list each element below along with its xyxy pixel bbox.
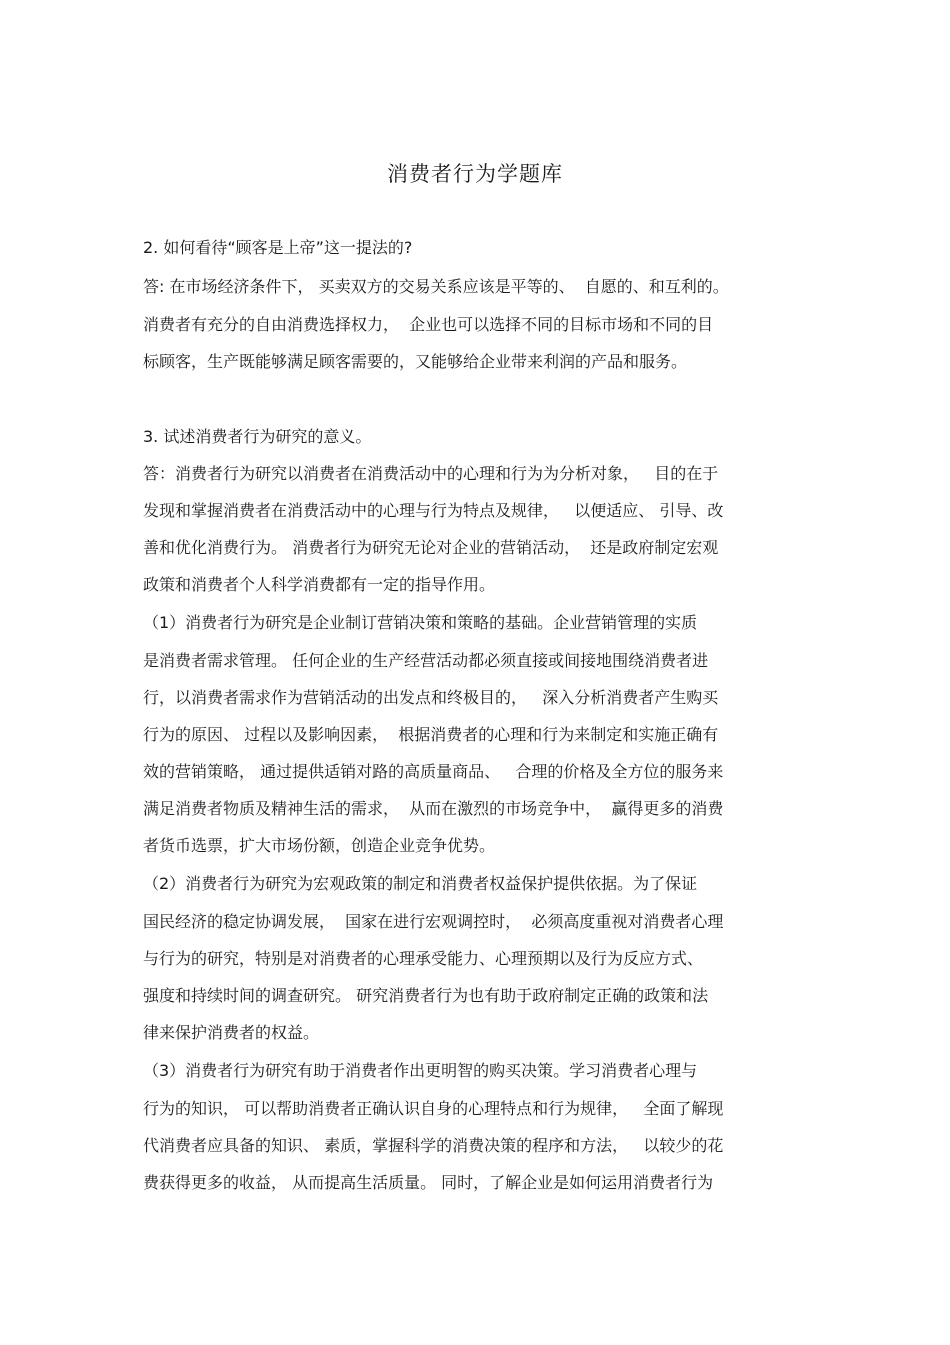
point-3-line: 代消费者应具备的知识、 素质，掌握科学的消费决策的程序和方法， 以较少的花: [143, 1136, 724, 1155]
point-2-line: （2）消费者行为研究为宏观政策的制定和消费者权益保护提供依据。为了保证: [143, 874, 698, 893]
document-title: 消费者行为学题库: [387, 162, 563, 186]
point-2-line: 国民经济的稳定协调发展， 国家在进行宏观调控时， 必须高度重视对消费者心理: [143, 912, 724, 931]
q3-answer-line: 答：消费者行为研究以消费者在消费活动中的心理和行为为分析对象， 目的在于: [143, 464, 719, 483]
point-1-line: （1）消费者行为研究是企业制订营销决策和策略的基础。企业营销管理的实质: [143, 613, 698, 632]
point-3-line: 费获得更多的收益， 从而提高生活质量。 同时，了解企业是如何运用消费者行为: [143, 1173, 714, 1192]
point-3-line: （3）消费者行为研究有助于消费者作出更明智的购买决策。学习消费者心理与: [143, 1061, 698, 1080]
q2-answer-line: 消费者有充分的自由消费选择权力， 企业也可以选择不同的目标市场和不同的目: [143, 315, 714, 334]
point-2-line: 律来保护消费者的权益。: [143, 1023, 320, 1042]
q3-answer-line: 政策和消费者个人科学消费都有一定的指导作用。: [143, 575, 496, 594]
point-1-line: 行，以消费者需求作为营销活动的出发点和终极目的， 深入分析消费者产生购买: [143, 688, 719, 707]
question-3: 3. 试述消费者行为研究的意义。: [143, 427, 372, 446]
point-1-line: 行为的原因、 过程以及影响因素， 根据消费者的心理和行为来制定和实施正确有: [143, 725, 719, 744]
question-2: 2. 如何看待“顾客是上帝”这一提法的?: [143, 238, 413, 257]
point-1-line: 者货币选票，扩大市场份额，创造企业竞争优势。: [143, 836, 496, 855]
point-2-line: 与行为的研究，特别是对消费者的心理承受能力、心理预期以及行为反应方式、: [143, 949, 704, 968]
point-2-line: 强度和持续时间的调查研究。 研究消费者行为也有助于政府制定正确的政策和法: [143, 986, 709, 1005]
point-1-line: 满足消费者物质及精神生活的需求， 从而在激烈的市场竞争中， 赢得更多的消费: [143, 799, 724, 818]
point-1-line: 效的营销策略， 通过提供适销对路的高质量商品、 合理的价格及全方位的服务来: [143, 762, 724, 781]
q2-answer-line: 答: 在市场经济条件下， 买卖双方的交易关系应该是平等的、 自愿的、和互利的。: [143, 277, 729, 296]
q3-answer-line: 发现和掌握消费者在消费活动中的心理与行为特点及规律， 以便适应、 引导、改: [143, 501, 724, 520]
point-1-line: 是消费者需求管理。 任何企业的生产经营活动都必须直接或间接地围绕消费者进: [143, 651, 709, 670]
point-3-line: 行为的知识， 可以帮助消费者正确认识自身的心理特点和行为规律， 全面了解现: [143, 1099, 724, 1118]
q3-answer-line: 善和优化消费行为。 消费者行为研究无论对企业的营销活动， 还是政府制定宏观: [143, 538, 719, 557]
q2-answer-line: 标顾客，生产既能够满足顾客需要的，又能够给企业带来利润的产品和服务。: [143, 352, 688, 371]
